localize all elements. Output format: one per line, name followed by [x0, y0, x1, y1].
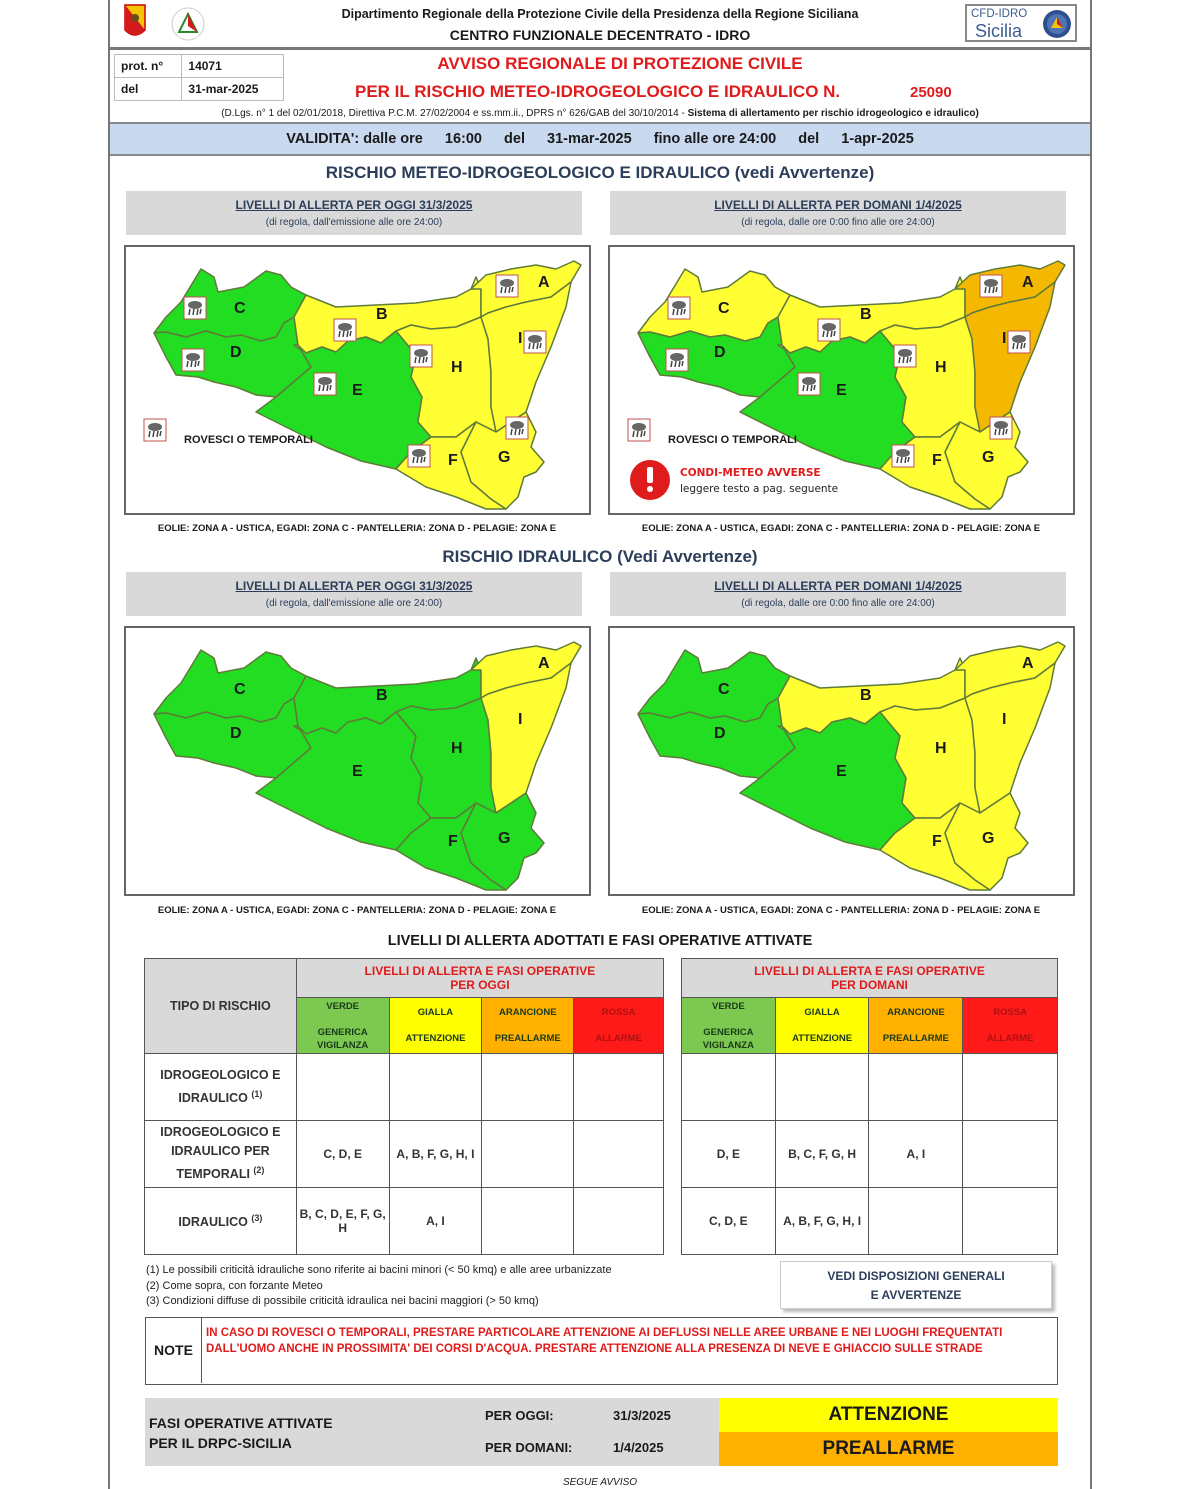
level-phase: ALLARME — [595, 1033, 642, 1044]
del-label: del — [115, 78, 182, 101]
meteo-tomorrow-header — [610, 191, 1066, 235]
level-phase: ATTENZIONE — [405, 1033, 466, 1044]
zone-label-h: H — [451, 740, 463, 757]
zone-label-f: F — [448, 452, 458, 469]
thunderstorm-icon — [506, 417, 528, 439]
header-line: PER DOMANI — [831, 978, 908, 992]
level-name: GIALLA — [417, 1007, 454, 1018]
prot-label: prot. n° — [115, 55, 182, 78]
level-phase: PREALLARME — [882, 1033, 949, 1044]
zones-cell: A, I — [869, 1121, 963, 1188]
map-caption: EOLIE: ZONA A - USTICA, EGADI: ZONA C - PANTELLERIA: ZONA D - PELAGIE: ZONA E — [157, 523, 557, 534]
level-phase: PREALLARME — [494, 1033, 561, 1044]
zone-label-c: C — [234, 300, 246, 317]
centre-name: CENTRO FUNZIONALE DECENTRATO - IDRO — [449, 27, 751, 43]
thunderstorm-icon — [980, 275, 1002, 297]
fasi-label-line: PER IL DRPC-SICILIA — [149, 1435, 292, 1451]
hydraulic-today-header — [126, 572, 582, 616]
operational-phases-bar — [145, 1398, 1058, 1466]
level-rossa-header — [574, 998, 664, 1054]
zone-label-c: C — [718, 300, 730, 317]
panel-heading: LIVELLI DI ALLERTA PER DOMANI 1/4/2025 — [714, 198, 962, 212]
zones-cell — [482, 1121, 574, 1188]
hydraulic-today-map — [124, 626, 591, 896]
today-levels-header — [296, 959, 663, 998]
cfd-emblem-icon — [1042, 9, 1072, 39]
zone-label-g: G — [498, 830, 511, 847]
level-rossa-header — [963, 998, 1058, 1054]
footnotes — [146, 1263, 612, 1310]
validity-bar — [110, 122, 1090, 156]
header-line: PER OGGI — [450, 978, 510, 992]
level-arancione-header — [482, 998, 574, 1054]
zone-label-d: D — [714, 725, 726, 742]
zone-label-g: G — [982, 449, 995, 466]
zones-cell — [574, 1188, 664, 1255]
zones-cell: A, B, F, G, H, I — [389, 1121, 482, 1188]
level-header-row — [682, 998, 1058, 1054]
panel-heading: LIVELLI DI ALLERTA PER DOMANI 1/4/2025 — [714, 579, 962, 593]
level-verde-header — [682, 998, 776, 1054]
meteo-tomorrow-map — [608, 245, 1075, 515]
zones-cell — [296, 1054, 389, 1121]
level-name: ARANCIONE — [887, 1007, 945, 1018]
footnote: (1) Le possibili criticità idrauliche sono riferite ai bacini minori (< 50 kmq) e alle aree urbanizzate — [146, 1264, 612, 1276]
thunderstorm-icon — [892, 445, 914, 467]
zones-cell: A, I — [389, 1188, 482, 1255]
zones-cell — [389, 1054, 482, 1121]
alert-table-tomorrow — [681, 958, 1058, 1255]
panel-heading: LIVELLI DI ALLERTA PER OGGI 31/3/2025 — [235, 198, 473, 212]
table-row — [682, 1054, 1058, 1121]
zones-cell — [482, 1188, 574, 1255]
validity-del: del — [504, 131, 525, 147]
cfd-idro-logo — [965, 4, 1077, 42]
zones-cell — [482, 1054, 574, 1121]
legal-text: (D.Lgs. n° 1 del 02/01/2018, Direttiva P.C.M. 27/02/2004 e ss.mm.ii., DPRS n° 626/GAB del 30/10/2014 - — [221, 108, 688, 119]
zone-label-f: F — [448, 833, 458, 850]
legal-text-bold: Sistema di allertamento per rischio idrogeologico e idraulico) — [687, 108, 979, 119]
zone-label-c: C — [718, 681, 730, 698]
level-name: ROSSA — [601, 1007, 636, 1018]
legend-label: ROVESCI O TEMPORALI — [184, 434, 313, 446]
zone-label-i: I — [518, 711, 523, 728]
notice-title: AVVISO REGIONALE DI PROTEZIONE CIVILE — [437, 54, 803, 73]
zones-cell — [869, 1054, 963, 1121]
zones-cell — [963, 1188, 1058, 1255]
zones-cell — [574, 1054, 664, 1121]
note-box — [145, 1317, 1058, 1385]
panel-subheading: (di regola, dalle ore 0:00 fino alle ore 24:00) — [741, 598, 935, 609]
header-line: LIVELLI DI ALLERTA E FASI OPERATIVE — [754, 964, 985, 978]
hydraulic-tomorrow-header — [610, 572, 1066, 616]
level-phase: GENERICA VIGILANZA — [317, 1026, 369, 1051]
risk-type-name: IDROGEOLOGICO E IDRAULICO — [160, 1067, 281, 1106]
warning-icon — [630, 460, 670, 500]
table-row — [145, 1188, 664, 1255]
thunderstorm-icon — [524, 331, 546, 353]
zone-label-f: F — [932, 833, 942, 850]
level-phase: GENERICA VIGILANZA — [702, 1026, 754, 1051]
footnote-ref: (3) — [251, 1213, 263, 1224]
thunderstorm-icon — [818, 319, 840, 341]
department-name: Dipartimento Regionale della Protezione Civile della Presidenza della Regione Siciliana — [341, 7, 859, 21]
panel-subheading: (di regola, dall'emissione alle ore 24:00) — [265, 217, 443, 228]
zone-label-f: F — [932, 452, 942, 469]
zone-label-a: A — [1022, 274, 1034, 291]
meteo-today-map — [124, 245, 591, 515]
hydraulic-section-title: RISCHIO IDRAULICO (Vedi Avvertenze) — [442, 547, 758, 566]
risk-type-name: IDRAULICO — [178, 1215, 248, 1230]
zone-label-d: D — [230, 725, 242, 742]
thunderstorm-icon — [408, 445, 430, 467]
fasi-tomorrow-label: PER DOMANI: — [485, 1440, 573, 1455]
table-row — [682, 1188, 1058, 1255]
risk-type-label — [145, 1054, 297, 1121]
zone-label-a: A — [538, 655, 550, 672]
thunderstorm-icon — [628, 419, 650, 441]
map-caption: EOLIE: ZONA A - USTICA, EGADI: ZONA C - PANTELLERIA: ZONA D - PELAGIE: ZONA E — [641, 523, 1041, 534]
tomorrow-levels-header — [682, 959, 1058, 998]
zone-label-i: I — [1002, 330, 1007, 347]
thunderstorm-icon — [1008, 331, 1030, 353]
zones-cell: B, C, D, E, F, G, H — [296, 1188, 389, 1255]
table-row — [145, 1054, 664, 1121]
legal-references — [110, 108, 1090, 119]
zones-cell — [963, 1121, 1058, 1188]
footnote: (2) Come sopra, con forzante Meteo — [146, 1279, 323, 1292]
warning-subtitle: leggere testo a pag. seguente — [680, 483, 839, 495]
button-label: E AVVERTENZE — [870, 1288, 962, 1302]
zone-label-h: H — [451, 359, 463, 376]
legend-label: ROVESCI O TEMPORALI — [668, 434, 797, 446]
table-row — [682, 1121, 1058, 1188]
zone-label-b: B — [376, 687, 388, 704]
zones-cell — [963, 1054, 1058, 1121]
thunderstorm-icon — [496, 275, 518, 297]
level-verde-header — [296, 998, 389, 1054]
panel-subheading: (di regola, dall'emissione alle ore 24:00) — [265, 598, 443, 609]
meteo-today-header — [126, 191, 582, 235]
validity-del: del — [798, 131, 820, 147]
zones-cell — [574, 1121, 664, 1188]
thunderstorm-icon — [410, 345, 432, 367]
level-phase: ATTENZIONE — [792, 1033, 853, 1044]
zone-label-e: E — [836, 382, 847, 399]
zone-label-i: I — [518, 330, 523, 347]
thunderstorm-icon — [184, 297, 206, 319]
thunderstorm-icon — [894, 345, 916, 367]
document-header — [110, 0, 1090, 50]
vedi-disposizioni-button[interactable] — [780, 1261, 1052, 1309]
thunderstorm-icon — [314, 373, 336, 395]
thunderstorm-icon — [798, 373, 820, 395]
note-text: IN CASO DI ROVESCI O TEMPORALI, PRESTARE PARTICOLARE ATTENZIONE AI DEFLUSSI NELLE AREE URBANE E NEI LUOGHI FREQUENTATI DALL'UOMO ANCHE IN PROSSIMITA' DEI CORSI D'ACQUA. PRESTARE ATTENZIONE ALLA PRESENZA DI NEVE E GHIACCIO SULLE STRADE — [206, 1327, 1003, 1355]
level-name: GIALLA — [804, 1007, 840, 1018]
zone-label-c: C — [234, 681, 246, 698]
zone-label-d: D — [714, 344, 726, 361]
zone-label-h: H — [935, 359, 947, 376]
zones-cell — [775, 1054, 869, 1121]
level-gialla-header — [775, 998, 869, 1054]
zones-cell — [869, 1188, 963, 1255]
header-line: LIVELLI DI ALLERTA E FASI OPERATIVE — [364, 964, 596, 978]
zone-label-h: H — [935, 740, 947, 757]
thunderstorm-icon — [668, 297, 690, 319]
zone-label-a: A — [538, 274, 550, 291]
notice-number: 25090 — [910, 84, 952, 101]
fasi-today-date: 31/3/2025 — [613, 1408, 671, 1423]
level-phase: ALLARME — [986, 1033, 1034, 1044]
zones-cell — [682, 1054, 776, 1121]
alert-document — [108, 0, 1092, 1489]
level-name: VERDE — [711, 1000, 745, 1012]
zone-label-b: B — [860, 306, 872, 323]
zone-label-i: I — [1002, 711, 1007, 728]
validity-label: VALIDITA': dalle ore — [286, 131, 423, 147]
map-caption: EOLIE: ZONA A - USTICA, EGADI: ZONA C - PANTELLERIA: ZONA D - PELAGIE: ZONA E — [157, 905, 557, 916]
validity-until-label: fino alle ore 24:00 — [653, 131, 777, 147]
thunderstorm-icon — [990, 417, 1012, 439]
zone-label-b: B — [860, 687, 872, 704]
fasi-tomorrow-date: 1/4/2025 — [613, 1440, 664, 1455]
zones-cell: D, E — [682, 1121, 776, 1188]
validity-to-date: 1-apr-2025 — [841, 131, 914, 147]
footnote-ref: (1) — [251, 1088, 263, 1099]
zone-label-d: D — [230, 344, 242, 361]
zone-label-b: B — [376, 306, 388, 323]
table-row — [145, 1121, 664, 1188]
zones-cell: B, C, F, G, H — [775, 1121, 869, 1188]
hydraulic-tomorrow-map — [608, 626, 1075, 896]
level-name: ROSSA — [993, 1007, 1028, 1018]
notice-subtitle: PER IL RISCHIO METEO-IDROGEOLOGICO E IDRAULICO N. — [355, 82, 841, 101]
thunderstorm-icon — [144, 419, 166, 441]
fasi-today-phase: ATTENZIONE — [719, 1398, 1058, 1432]
note-label: NOTE — [146, 1318, 202, 1383]
prot-value: 14071 — [182, 55, 284, 78]
map-caption: EOLIE: ZONA A - USTICA, EGADI: ZONA C - PANTELLERIA: ZONA D - PELAGIE: ZONA E — [641, 905, 1041, 916]
level-name: ARANCIONE — [499, 1007, 557, 1018]
risk-type-label — [145, 1188, 297, 1255]
zone-label-e: E — [352, 382, 363, 399]
warning-title: CONDI-METEO AVVERSE — [680, 467, 821, 479]
panel-heading: LIVELLI DI ALLERTA PER OGGI 31/3/2025 — [235, 579, 473, 593]
zone-label-g: G — [498, 449, 511, 466]
tipo-rischio-header: TIPO DI RISCHIO — [145, 959, 297, 1054]
zone-label-g: G — [982, 830, 995, 847]
fasi-today-label: PER OGGI: — [485, 1408, 554, 1423]
meteo-section-title: RISCHIO METEO-IDROGEOLOGICO E IDRAULICO (vedi Avvertenze) — [325, 163, 875, 182]
level-arancione-header — [869, 998, 963, 1054]
thunderstorm-icon — [334, 319, 356, 341]
validity-from-date: 31-mar-2025 — [547, 131, 632, 147]
validity-from-time: 16:00 — [444, 131, 482, 147]
fasi-label-line: FASI OPERATIVE ATTIVATE — [149, 1415, 333, 1431]
footnote: (3) Condizioni diffuse di possibile criticità idraulica nei bacini maggiori (> 50 kmq) — [146, 1295, 539, 1307]
thunderstorm-icon — [666, 349, 688, 371]
protocol-table — [114, 54, 284, 101]
level-name: VERDE — [326, 1000, 360, 1012]
thunderstorm-icon — [182, 349, 204, 371]
fasi-tomorrow-phase: PREALLARME — [719, 1432, 1058, 1466]
zone-label-a: A — [1022, 655, 1034, 672]
button-label: VEDI DISPOSIZIONI GENERALI — [827, 1269, 1005, 1283]
alert-table-title: LIVELLI DI ALLERTA ADOTTATI E FASI OPERATIVE ATTIVATE — [387, 933, 813, 949]
cfd-logo-region: Sicilia — [975, 21, 1023, 41]
cfd-logo-text: CFD-IDRO — [971, 8, 1028, 20]
risk-type-label — [145, 1121, 297, 1188]
segue-avviso: SEGUE AVVISO — [562, 1477, 638, 1488]
zone-label-e: E — [836, 763, 847, 780]
zones-cell: C, D, E — [296, 1121, 389, 1188]
level-gialla-header — [389, 998, 482, 1054]
del-value: 31-mar-2025 — [182, 78, 284, 101]
zone-label-e: E — [352, 763, 363, 780]
zones-cell: C, D, E — [682, 1188, 776, 1255]
alert-table-today — [144, 958, 664, 1255]
panel-subheading: (di regola, dalle ore 0:00 fino alle ore 24:00) — [741, 217, 935, 228]
footnote-ref: (2) — [253, 1165, 265, 1176]
risk-type-name: IDROGEOLOGICO E IDRAULICO PER TEMPORALI — [160, 1125, 281, 1182]
fasi-label — [149, 1413, 333, 1453]
zones-cell: A, B, F, G, H, I — [775, 1188, 869, 1255]
